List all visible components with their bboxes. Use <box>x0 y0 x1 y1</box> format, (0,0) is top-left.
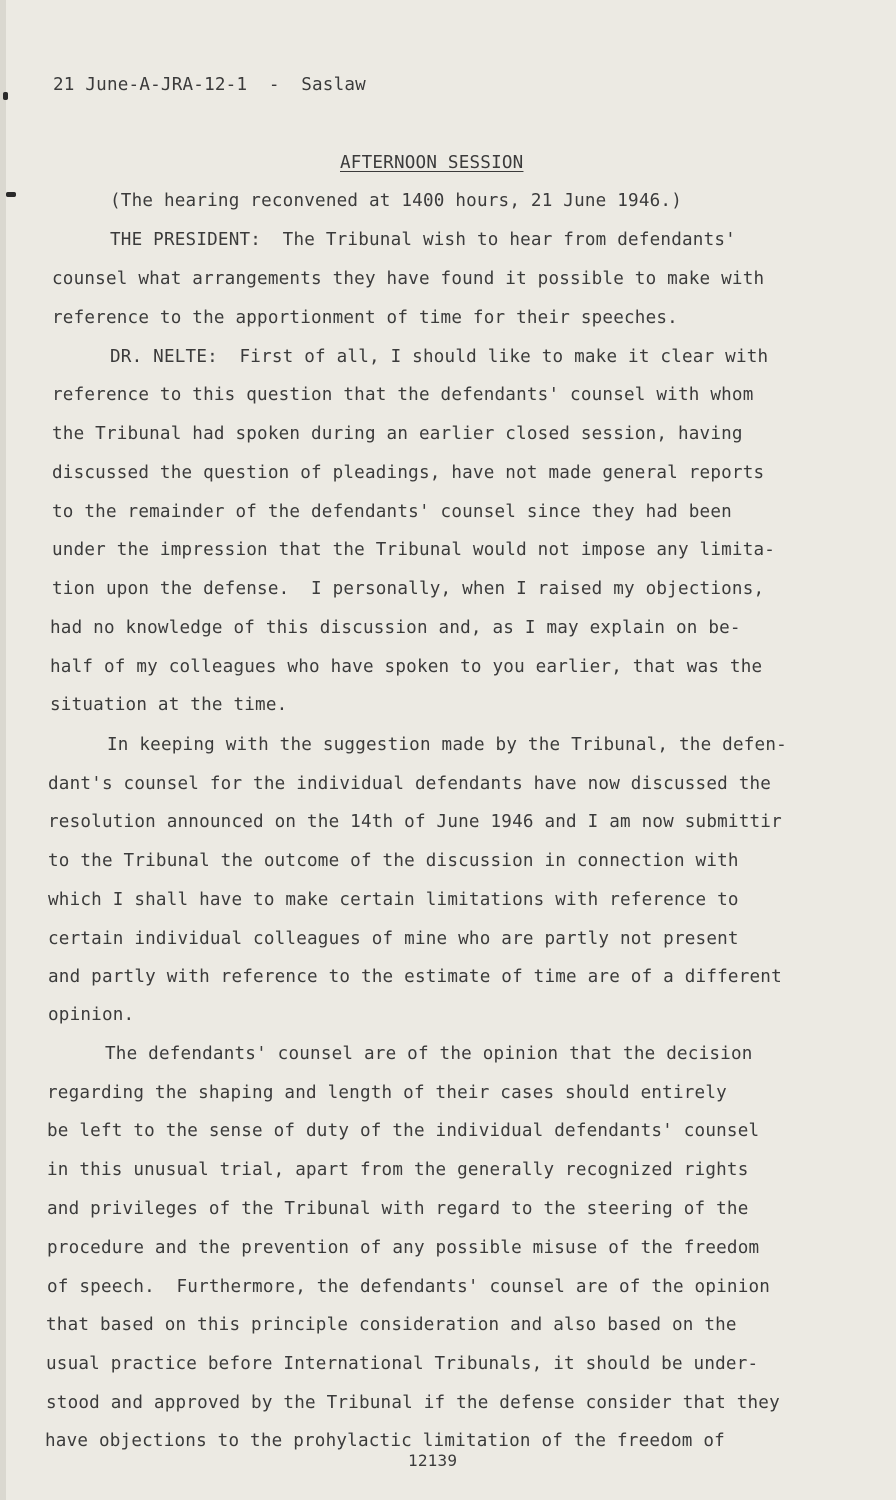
text-line: opinion. <box>48 1005 135 1025</box>
text-line: discussed the question of pleadings, have not made general reports <box>52 463 765 483</box>
text-line: in this unusual trial, apart from the generally recognized rights <box>47 1160 749 1180</box>
text-line: under the impression that the Tribunal would not impose any limita- <box>52 540 776 560</box>
text-line: DR. NELTE: First of all, I should like to make it clear with <box>110 347 769 367</box>
text-line: the Tribunal had spoken during an earlier closed session, having <box>52 424 743 444</box>
text-line: be left to the sense of duty of the individual defendants' counsel <box>47 1121 760 1141</box>
text-line: situation at the time. <box>50 695 288 715</box>
text-line: stood and approved by the Tribunal if the defense consider that they <box>46 1393 780 1413</box>
text-line: half of my colleagues who have spoken to you earlier, that was the <box>50 657 763 677</box>
text-line: procedure and the prevention of any possible misuse of the freedom <box>47 1238 760 1258</box>
text-line: dant's counsel for the individual defendants have now discussed the <box>48 774 772 794</box>
text-line: counsel what arrangements they have found it possible to make with <box>52 269 765 289</box>
text-line: certain individual colleagues of mine who are partly not present <box>48 929 739 949</box>
text-line: usual practice before International Tribunals, it should be under- <box>46 1354 759 1374</box>
text-line: reference to this question that the defendants' counsel with whom <box>52 385 754 405</box>
text-line: resolution announced on the 14th of June 1946 and I am now submittir <box>48 812 782 832</box>
text-line: to the Tribunal the outcome of the discussion in connection with <box>48 851 739 871</box>
text-line: regarding the shaping and length of their cases should entirely <box>47 1083 727 1103</box>
text-line: of speech. Furthermore, the defendants' counsel are of the opinion <box>47 1277 771 1297</box>
text-line: (The hearing reconvened at 1400 hours, 21 June 1946.) <box>110 191 682 211</box>
text-line: and privileges of the Tribunal with regard to the steering of the <box>47 1199 749 1219</box>
text-line: reference to the apportionment of time for their speeches. <box>52 308 678 328</box>
session-title: AFTERNOON SESSION <box>340 153 524 173</box>
text-line: had no knowledge of this discussion and, as I may explain on be- <box>50 618 741 638</box>
page-left-edge <box>0 0 6 1500</box>
ink-mark <box>3 92 8 100</box>
text-line: have objections to the prohylactic limitation of the freedom of <box>45 1431 725 1451</box>
text-line: which I shall have to make certain limitations with reference to <box>48 890 739 910</box>
text-line: The defendants' counsel are of the opinion that the decision <box>105 1044 753 1064</box>
document-header: 21 June-A-JRA-12-1 - Saslaw <box>53 75 366 95</box>
text-line: to the remainder of the defendants' counsel since they had been <box>52 502 732 522</box>
text-line: and partly with reference to the estimate of time are of a different <box>48 967 782 987</box>
ink-mark <box>6 192 16 197</box>
text-line: that based on this principle consideration and also based on the <box>46 1315 737 1335</box>
text-line: In keeping with the suggestion made by the Tribunal, the defen- <box>107 735 787 755</box>
text-line: tion upon the defense. I personally, when I raised my objections, <box>52 579 765 599</box>
page-number: 12139 <box>408 1451 458 1470</box>
text-line: THE PRESIDENT: The Tribunal wish to hear from defendants' <box>110 230 736 250</box>
